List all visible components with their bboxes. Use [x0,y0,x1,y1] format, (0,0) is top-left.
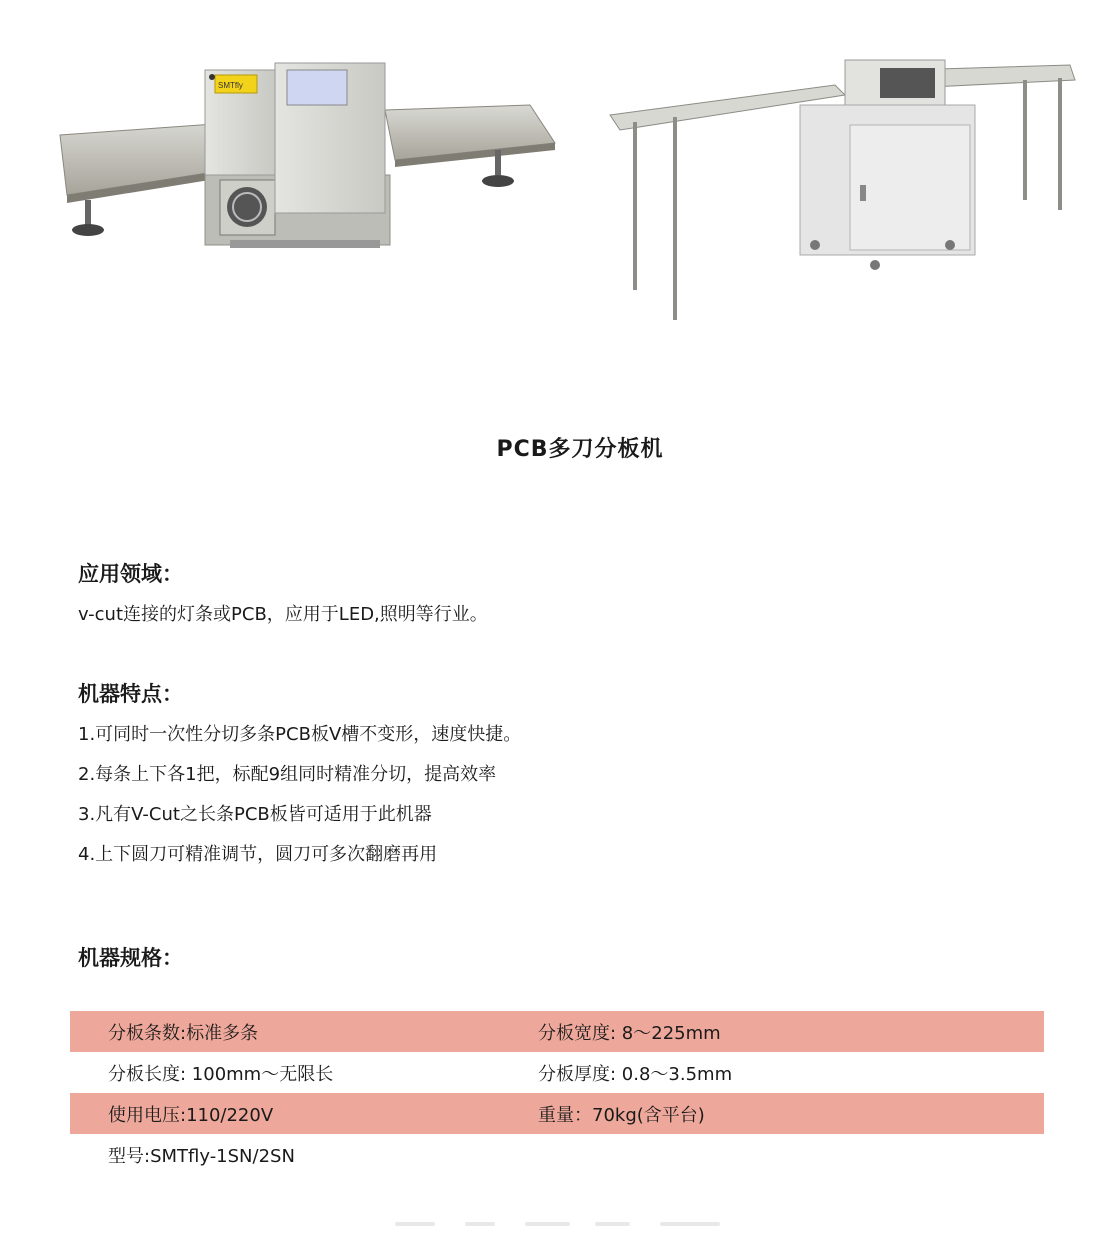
spec-row [70,1134,1044,1175]
spec-cell: 重量：70kg(含平台) [538,1104,705,1126]
page-title: PCB多刀分板机 [496,437,664,462]
specs-heading: 机器规格： [78,946,183,970]
spec-cell: 分板条数:标准多条 [108,1022,259,1044]
spec-cell: 型号:SMTfly-1SN/2SN [108,1145,295,1167]
features-heading: 机器特点： [78,682,183,706]
application-heading: 应用领域： [78,562,183,586]
spec-row [70,1011,1044,1052]
machine-label: SMTfly [218,81,243,90]
spec-cell: 分板长度: 100mm～无限长 [108,1063,334,1085]
spec-cell: 使用电压:110/220V [108,1104,274,1126]
spec-cell: 分板厚度: 0.8～3.5mm [538,1063,733,1085]
application-text: v-cut连接的灯条或PCB，应用于LED,照明等行业。 [78,604,488,625]
feature-item-3: 3.凡有V-Cut之长条PCB板皆可适用于此机器 [78,804,432,825]
feature-item-4: 4.上下圆刀可精准调节，圆刀可多次翻磨再用 [78,844,438,865]
machine-photo-compact [55,55,565,255]
spec-row [70,1052,1044,1093]
spec-cell: 分板宽度: 8～225mm [538,1022,721,1044]
specs-table [70,1011,1044,1175]
spec-row [70,1093,1044,1134]
feature-item-2: 2.每条上下各1把，标配9组同时精准分切，提高效率 [78,764,497,785]
product-photos [0,0,1100,340]
feature-item-1: 1.可同时一次性分切多条PCB板V槽不变形，速度快捷。 [78,724,522,745]
faint-footer-marks [395,1222,725,1228]
machine-photo-conveyor [605,50,1085,325]
